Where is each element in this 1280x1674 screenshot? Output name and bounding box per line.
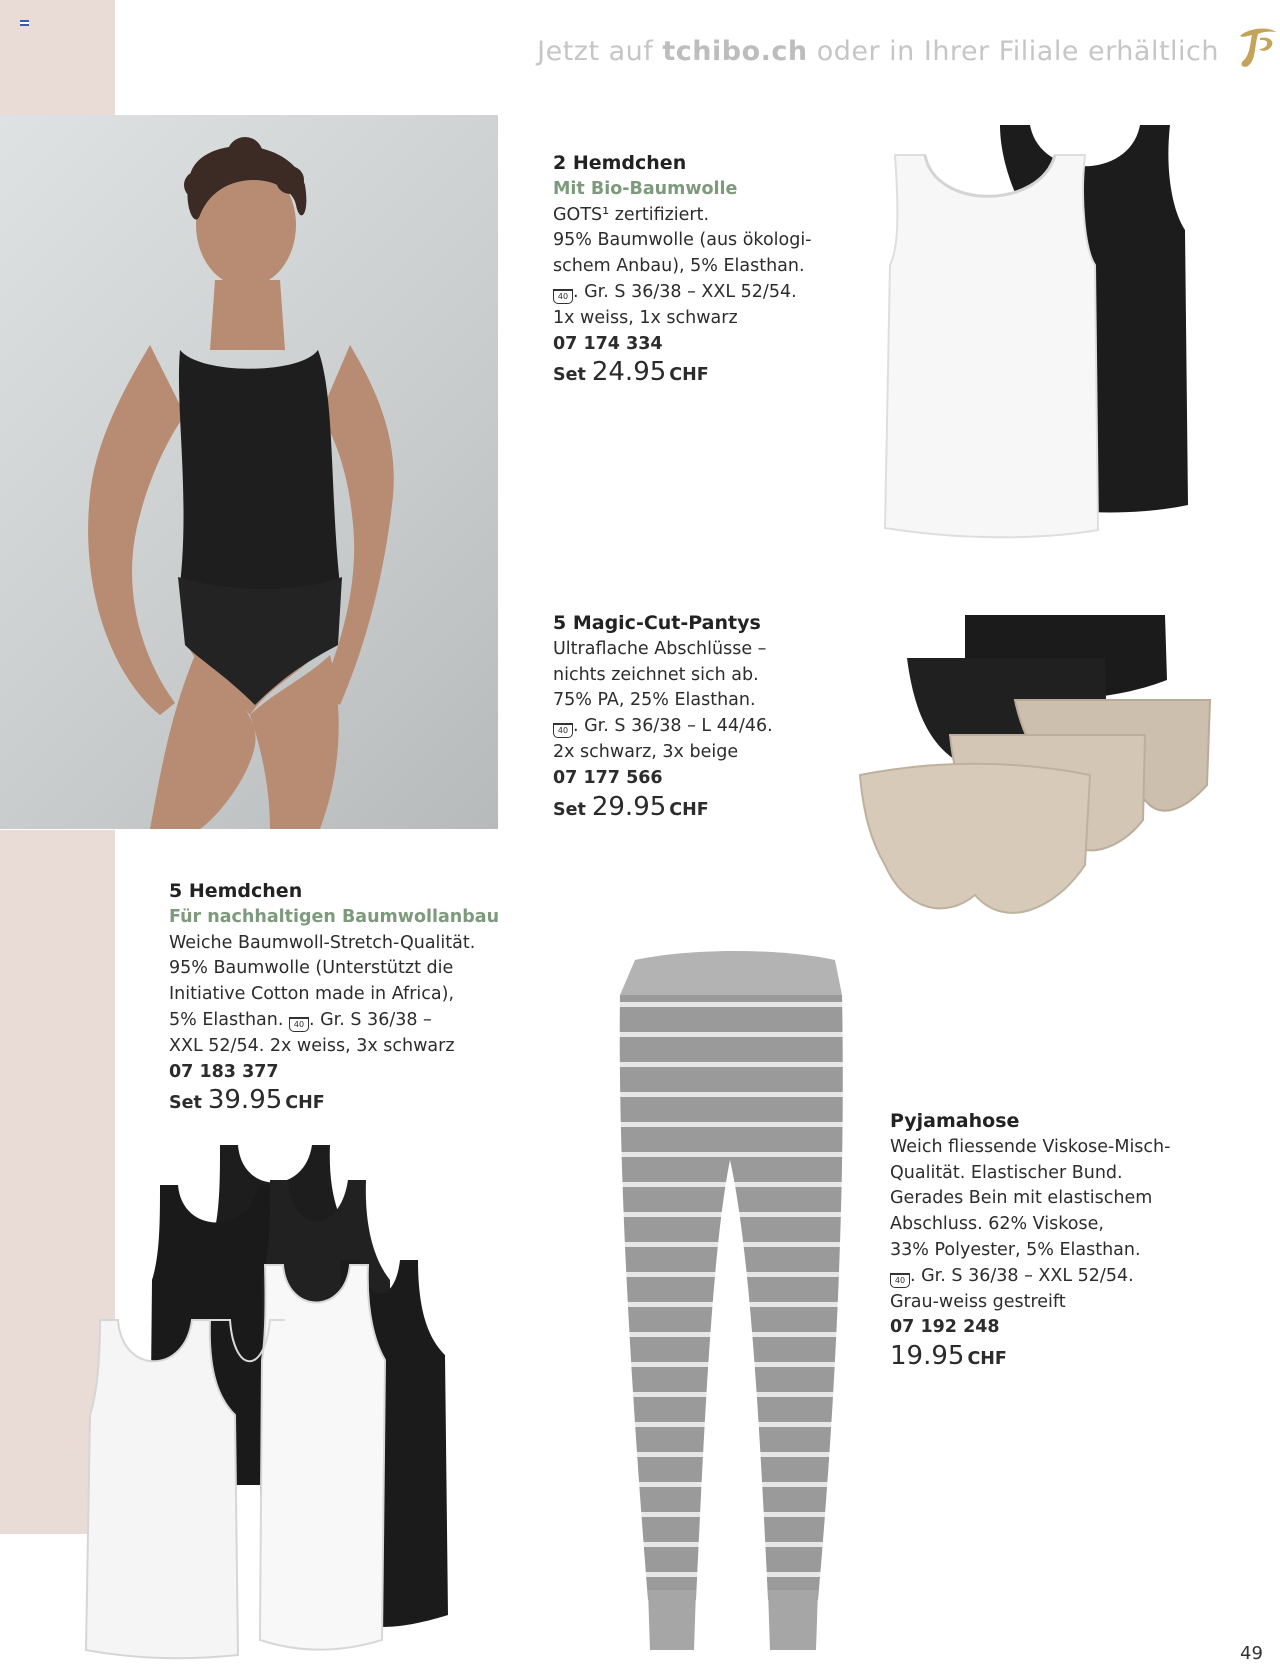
article-number: 07 192 248 — [890, 1317, 1000, 1338]
header-prefix: Jetzt auf — [537, 36, 663, 67]
product-description-line: 95% Baumwolle (aus ökologi- — [553, 230, 812, 251]
price-currency: CHF — [669, 799, 709, 820]
product-title: 5 Magic-Cut-Pantys — [553, 612, 761, 634]
product-description-line: Abschluss. 62% Viskose, — [890, 1214, 1104, 1235]
price-currency: CHF — [967, 1349, 1007, 1370]
product-sizes: . Gr. S 36/38 – XXL 52/54. — [573, 281, 797, 302]
product-material-end: 5% Elasthan. — [169, 1009, 289, 1030]
header-suffix: oder in Ihrer Filiale erhältlich — [807, 36, 1219, 67]
product-description-line: 75% PA, 25% Elasthan. — [553, 690, 756, 711]
price — [553, 791, 773, 824]
product-title: Pyjamahose — [890, 1110, 1020, 1132]
price-currency: CHF — [285, 1093, 325, 1114]
product-description-line: Weich fliessende Viskose-Misch- — [890, 1136, 1171, 1157]
product-colors: XXL 52/54. 2x weiss, 3x schwarz — [169, 1035, 455, 1056]
product-description-line: 33% Polyester, 5% Elasthan. — [890, 1239, 1141, 1260]
product-description-line: Weiche Baumwoll-Stretch-Qualität. — [169, 932, 476, 953]
product-sizes: . Gr. S 36/38 – — [308, 1009, 432, 1030]
decorative-band-top — [0, 0, 115, 115]
product-2-hemdchen — [553, 151, 812, 389]
article-number: 07 183 377 — [169, 1061, 279, 1082]
washing-40-icon: 40 — [289, 1017, 309, 1032]
product-colors: 1x weiss, 1x schwarz — [553, 307, 738, 328]
header-availability-line — [537, 36, 1219, 67]
product-size-line — [169, 1008, 499, 1034]
header-site-link[interactable]: tchibo.ch — [662, 36, 808, 67]
tchibo-logo-icon — [1234, 22, 1280, 70]
product-subtitle: Mit Bio-Baumwolle — [553, 178, 738, 199]
washing-40-icon: 40 — [553, 289, 573, 304]
price-set-label: Set — [169, 1093, 202, 1114]
price-currency: CHF — [669, 365, 709, 386]
price — [890, 1341, 1170, 1373]
product-description-line: GOTS¹ zertifiziert. — [553, 204, 710, 225]
product-description-line: Initiative Cotton made in Africa), — [169, 984, 455, 1005]
model-photo — [0, 115, 498, 829]
price-amount: 39.95 — [207, 1085, 283, 1116]
product-description-line: schem Anbau), 5% Elasthan. — [553, 256, 805, 277]
product-description-line: Gerades Bein mit elastischem — [890, 1188, 1153, 1209]
product-subtitle: Für nachhaltigen Baumwollanbau — [169, 906, 500, 927]
product-pyjamahose — [890, 1109, 1170, 1373]
product-sizes: . Gr. S 36/38 – XXL 52/54. — [910, 1265, 1134, 1286]
product-title: 5 Hemdchen — [169, 880, 303, 902]
product-photo-pyjamahose — [610, 950, 850, 1665]
product-sizes: . Gr. S 36/38 – L 44/46. — [573, 716, 773, 737]
price-set-label: Set — [553, 799, 586, 820]
flag-icon — [20, 20, 29, 26]
product-description-line: Qualität. Elastischer Bund. — [890, 1162, 1123, 1183]
product-size-line — [553, 280, 812, 306]
price-amount: 29.95 — [591, 791, 667, 822]
page-number: 49 — [1240, 1643, 1263, 1664]
article-number: 07 174 334 — [553, 333, 663, 354]
washing-40-icon: 40 — [890, 1273, 910, 1288]
product-photo-2-hemdchen — [880, 120, 1200, 540]
product-photo-magic-cut-pantys — [855, 610, 1215, 935]
product-5-hemdchen — [169, 879, 499, 1117]
price — [553, 357, 812, 389]
product-description-line: nichts zeichnet sich ab. — [553, 664, 759, 685]
product-5-magic-cut-pantys — [553, 611, 773, 823]
product-photo-5-hemdchen — [80, 1135, 460, 1660]
product-description-line: 95% Baumwolle (Unterstützt die — [169, 958, 454, 979]
price-set-label: Set — [553, 365, 586, 386]
price — [169, 1085, 499, 1117]
product-colors: 2x schwarz, 3x beige — [553, 741, 739, 762]
product-colors: Grau-weiss gestreift — [890, 1291, 1066, 1312]
product-size-line — [553, 714, 773, 740]
product-size-line — [890, 1264, 1170, 1290]
price-amount: 19.95 — [890, 1341, 965, 1372]
washing-40-icon: 40 — [553, 723, 573, 738]
price-amount: 24.95 — [591, 357, 667, 388]
article-number: 07 177 566 — [553, 767, 663, 788]
product-title: 2 Hemdchen — [553, 152, 687, 174]
product-description-line: Ultraflache Abschlüsse – — [553, 638, 767, 659]
